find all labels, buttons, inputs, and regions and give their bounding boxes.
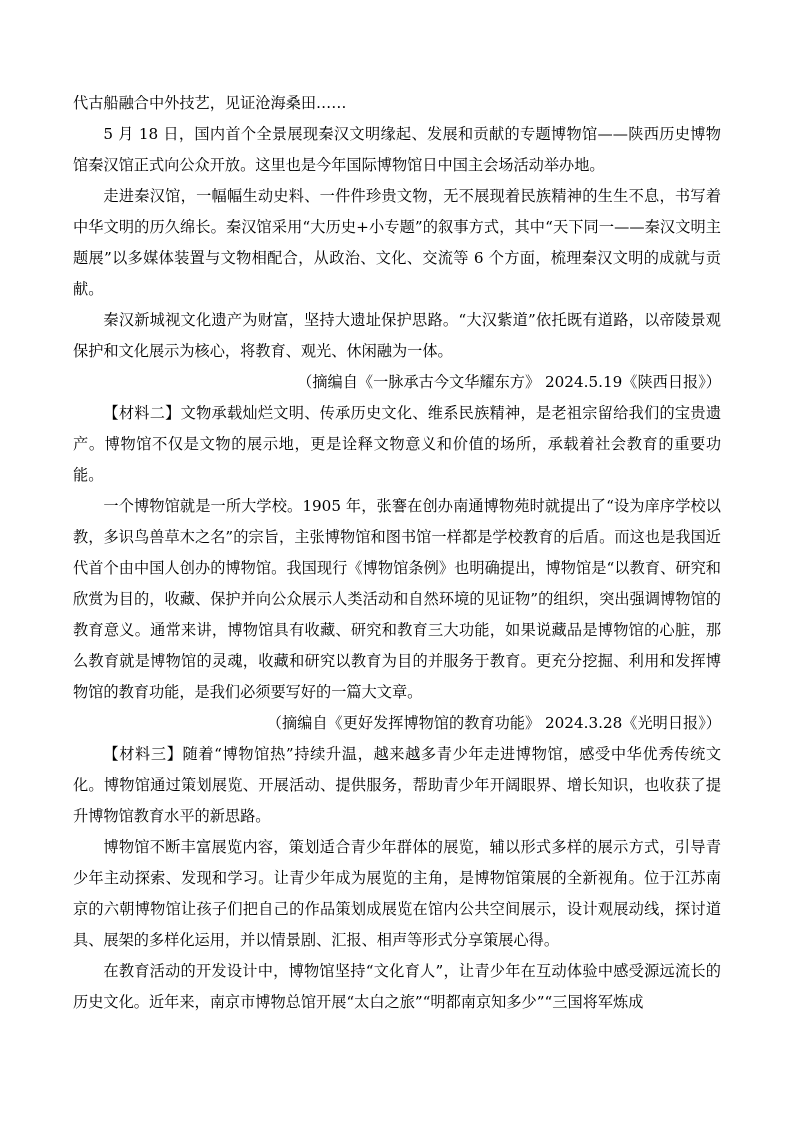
paragraph-qinhan-newcity: 秦汉新城视文化遗产为财富，坚持大遗址保护思路。“大汉紫道”依托既有道路，以帝陵景观保护和文化展示为核心，将教育、观光、休闲融为一体。 (73, 311, 721, 360)
material-three-paragraph-2: 博物馆不断丰富展览内容，策划适合青少年群体的展览，辅以形式多样的展示方式，引导青少年主动探索、发现和学习。让青少年成为展览的主角，是博物馆策展的全新视角。位于江苏南京的六朝博物馆让孩子们把自己的作品策划成展览在馆内公共空间展示，设计观展动线，探讨道具、展架的多样化运用，并以情景剧、汇报、相声等形式分享策展心得。 (73, 838, 721, 949)
material-two-text-1: 文物承载灿烂文明、传承历史文化、维系民族精神，是老祖宗留给我们的宝贵遗产。博物馆不仅是文物的展示地，更是诠释文物意义和价值的场所，承载着社会教育的重要功能。 (73, 404, 722, 484)
material-three-paragraph-3: 在教育活动的开发设计中，博物馆坚持“文化育人”，让青少年在互动体验中感受源远流长的历史文化。近年来，南京市博物总馆开展“太白之旅”“明都南京知多少”“三国将军炼成 (73, 962, 721, 1011)
source-citation-2: （摘编自《更好发挥博物馆的教育功能》 2024.3.28《光明日报》） (266, 714, 721, 732)
material-two-tag: 【材料二】 (103, 404, 181, 422)
material-two-paragraph-1 (73, 398, 721, 491)
paragraph-qinhan-opening: 5 月 18 日，国内首个全景展现秦汉文明缘起、发展和贡献的专题博物馆——陕西历史博物馆秦汉馆正式向公众开放。这里也是今年国际博物馆日中国主会场活动举办地。 (73, 125, 721, 174)
material-three-paragraph-1 (73, 739, 721, 832)
paragraph-continuation: 代古船融合中外技艺，见证沧海桑田…… (73, 94, 347, 112)
material-two-paragraph-2: 一个博物馆就是一所大学校。1905 年，张謇在创办南通博物苑时就提出了“设为庠序学校以教，多识鸟兽草木之名”的宗旨，主张博物馆和图书馆一样都是学校教育的后盾。而这也是我国近代首个由中国人创办的博物馆。我国现行《博物馆条例》也明确提出，博物馆是“以教育、研究和欣赏为目的，收藏、保护并向公众展示人类活动和自然环境的见证物”的组织，突出强调博物馆的教育意义。通常来讲，博物馆具有收藏、研究和教育三大功能，如果说藏品是博物馆的心脏，那么教育就是博物馆的灵魂，收藏和研究以教育为目的并服务于教育。更充分挖掘、利用和发挥博物馆的教育功能，是我们必须要写好的一篇大文章。 (73, 497, 721, 701)
material-three-tag: 【材料三】 (103, 745, 183, 763)
material-three-text-1: 随着“博物馆热”持续升温，越来越多青少年走进博物馆，感受中华优秀传统文化。博物馆通过策划展览、开展活动、提供服务，帮助青少年开阔眼界、增长知识，也收获了提升博物馆教育水平的新思路。 (73, 745, 722, 825)
source-citation-1: （摘编自《一脉承古今文华耀东方》 2024.5.19《陕西日报》） (297, 373, 721, 391)
document-body (73, 88, 721, 1018)
paragraph-qinhan-hall: 走进秦汉馆，一幅幅生动史料、一件件珍贵文物，无不展现着民族精神的生生不息，书写着中华文明的历久绵长。秦汉馆采用“大历史+小专题”的叙事方式，其中“天下同一——秦汉文明主题展”以多媒体装置与文物相配合，从政治、文化、交流等 6 个方面，梳理秦汉文明的成就与贡献。 (73, 187, 721, 298)
